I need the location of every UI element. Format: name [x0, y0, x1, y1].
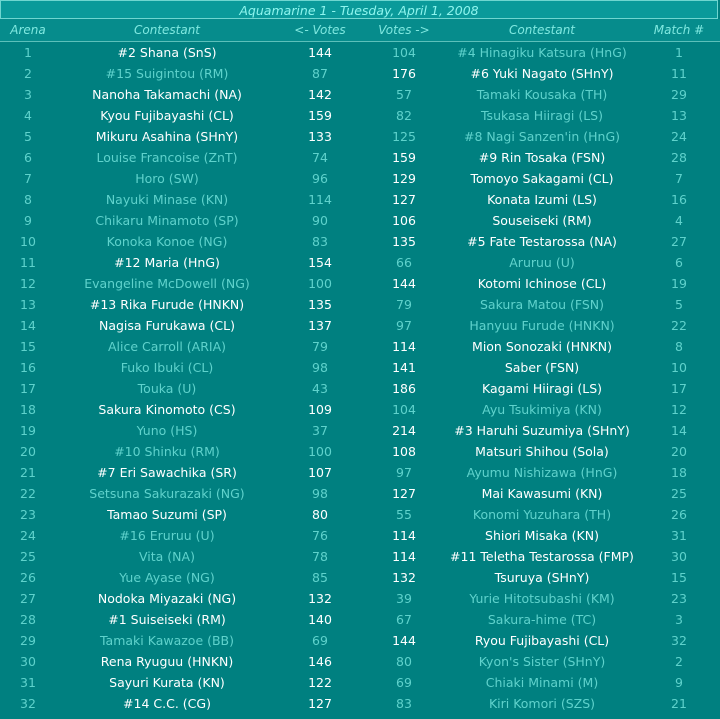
table-row: [0, 651, 720, 672]
table-row: [0, 189, 720, 210]
contestant-left-cell: Yue Ayase (NG): [119, 570, 215, 585]
arena-cell: 12: [20, 276, 36, 291]
arena-cell: 14: [20, 318, 36, 333]
page-title: Aquamarine 1 - Tuesday, April 1, 2008: [0, 0, 718, 19]
contestant-left-cell: Louise Francoise (ZnT): [96, 150, 238, 165]
arena-cell: 18: [20, 402, 36, 417]
contestant-left-cell: #7 Eri Sawachika (SR): [97, 465, 237, 480]
votes-left-cell: 76: [312, 528, 328, 543]
arena-cell: 24: [20, 528, 36, 543]
contestant-right-cell: Mai Kawasumi (KN): [481, 486, 603, 501]
votes-left-cell: 107: [308, 465, 332, 480]
contestant-right-cell: Mion Sonozaki (HNKN): [472, 339, 612, 354]
contestant-left-cell: #15 Suigintou (RM): [105, 66, 229, 81]
contestant-right-cell: #6 Yuki Nagato (SHnY): [470, 66, 614, 81]
arena-cell: 4: [24, 108, 32, 123]
arena-cell: 29: [20, 633, 36, 648]
votes-left-cell: 80: [312, 507, 328, 522]
votes-left-cell: 140: [308, 612, 332, 627]
table-row: [0, 294, 720, 315]
table-row: [0, 210, 720, 231]
contestant-right-cell: Matsuri Shihou (Sola): [475, 444, 609, 459]
arena-cell: 15: [20, 339, 36, 354]
votes-left-cell: 144: [308, 45, 332, 60]
arena-cell: 25: [20, 549, 36, 564]
match-cell: 7: [675, 171, 683, 186]
table-row: [0, 126, 720, 147]
contestant-left-cell: Kyou Fujibayashi (CL): [100, 108, 234, 123]
votes-left-cell: 146: [308, 654, 332, 669]
match-cell: 18: [671, 465, 687, 480]
table-row: [0, 336, 720, 357]
votes-left-cell: 90: [312, 213, 328, 228]
table-row: [0, 630, 720, 651]
match-cell: 32: [671, 633, 687, 648]
contestant-left-cell: Sayuri Kurata (KN): [109, 675, 225, 690]
arena-cell: 7: [24, 171, 32, 186]
contestant-right-cell: Konomi Yuzuhara (TH): [472, 507, 612, 522]
table-row: [0, 252, 720, 273]
header-votes-right: Votes ->: [362, 19, 446, 42]
arena-cell: 6: [24, 150, 32, 165]
contestant-right-cell: Hanyuu Furude (HNKN): [469, 318, 615, 333]
votes-left-cell: 85: [312, 570, 328, 585]
header-row: [0, 19, 720, 42]
table-row: [0, 588, 720, 609]
table-row: [0, 420, 720, 441]
header-match: Match #: [638, 19, 720, 42]
match-cell: 2: [675, 654, 683, 669]
match-cell: 5: [675, 297, 683, 312]
votes-right-cell: 97: [396, 318, 412, 333]
table-row: [0, 273, 720, 294]
contestant-left-cell: Touka (U): [137, 381, 197, 396]
contestant-left-cell: Setsuna Sakurazaki (NG): [89, 486, 245, 501]
contestant-right-cell: Sakura-hime (TC): [487, 612, 597, 627]
votes-right-cell: 144: [392, 633, 416, 648]
header-contestant-left: Contestant: [56, 19, 278, 42]
contestant-right-cell: Tomoyo Sakagami (CL): [470, 171, 614, 186]
arena-cell: 3: [24, 87, 32, 102]
match-cell: 17: [671, 381, 687, 396]
table-row: [0, 546, 720, 567]
match-cell: 9: [675, 675, 683, 690]
contestant-left-cell: Fuko Ibuki (CL): [120, 360, 214, 375]
votes-left-cell: 114: [308, 192, 332, 207]
arena-cell: 9: [24, 213, 32, 228]
match-cell: 21: [671, 696, 687, 711]
table-row: [0, 168, 720, 189]
votes-right-cell: 55: [396, 507, 412, 522]
match-cell: 25: [671, 486, 687, 501]
contestant-left-cell: Chikaru Minamoto (SP): [95, 213, 239, 228]
table-row: [0, 609, 720, 630]
match-cell: 22: [671, 318, 687, 333]
votes-right-cell: 82: [396, 108, 412, 123]
arena-cell: 26: [20, 570, 36, 585]
contestant-left-cell: #13 Rika Furude (HNKN): [89, 297, 245, 312]
arena-cell: 27: [20, 591, 36, 606]
votes-right-cell: 69: [396, 675, 412, 690]
match-cell: 6: [675, 255, 683, 270]
votes-left-cell: 79: [312, 339, 328, 354]
contestant-right-cell: Kotomi Ichinose (CL): [477, 276, 607, 291]
contestant-right-cell: #4 Hinagiku Katsura (HnG): [457, 45, 627, 60]
votes-right-cell: 214: [392, 423, 416, 438]
votes-right-cell: 144: [392, 276, 416, 291]
votes-right-cell: 57: [396, 87, 412, 102]
table-row: [0, 462, 720, 483]
table-row: [0, 693, 720, 714]
table-row: [0, 315, 720, 336]
votes-left-cell: 100: [308, 444, 332, 459]
votes-right-cell: 39: [396, 591, 412, 606]
contestant-right-cell: Kiri Komori (SZS): [488, 696, 596, 711]
contestant-left-cell: #12 Maria (HnG): [114, 255, 220, 270]
votes-right-cell: 129: [392, 171, 416, 186]
contestant-left-cell: Rena Ryuguu (HNKN): [100, 654, 234, 669]
match-cell: 13: [671, 108, 687, 123]
votes-left-cell: 122: [308, 675, 332, 690]
arena-cell: 16: [20, 360, 36, 375]
votes-right-cell: 141: [392, 360, 416, 375]
contestant-right-cell: Aruruu (U): [509, 255, 575, 270]
contestant-right-cell: Chiaki Minami (M): [485, 675, 599, 690]
votes-left-cell: 69: [312, 633, 328, 648]
votes-right-cell: 135: [392, 234, 416, 249]
match-cell: 27: [671, 234, 687, 249]
contestant-right-cell: Saber (FSN): [504, 360, 580, 375]
contestant-right-cell: Ayu Tsukimiya (KN): [482, 402, 602, 417]
contestant-right-cell: Konata Izumi (LS): [487, 192, 597, 207]
contestant-right-cell: Souseiseki (RM): [492, 213, 592, 228]
contestant-right-cell: Kyon's Sister (SHnY): [478, 654, 606, 669]
table-row: [0, 567, 720, 588]
votes-right-cell: 67: [396, 612, 412, 627]
contestant-left-cell: Nodoka Miyazaki (NG): [97, 591, 237, 606]
table-row: [0, 525, 720, 546]
votes-right-cell: 66: [396, 255, 412, 270]
arena-cell: 13: [20, 297, 36, 312]
table-row: [0, 42, 720, 64]
contestant-left-cell: Mikuru Asahina (SHnY): [95, 129, 239, 144]
arena-cell: 23: [20, 507, 36, 522]
contestant-left-cell: #14 C.C. (CG): [123, 696, 211, 711]
votes-left-cell: 135: [308, 297, 332, 312]
header-contestant-right: Contestant: [446, 19, 638, 42]
match-cell: 12: [671, 402, 687, 417]
votes-left-cell: 109: [308, 402, 332, 417]
match-cell: 16: [671, 192, 687, 207]
arena-cell: 10: [20, 234, 36, 249]
arena-cell: 31: [20, 675, 36, 690]
votes-left-cell: 133: [308, 129, 332, 144]
votes-left-cell: 98: [312, 360, 328, 375]
match-cell: 1: [675, 45, 683, 60]
votes-left-cell: 43: [312, 381, 328, 396]
votes-right-cell: 176: [392, 66, 416, 81]
contestant-left-cell: Evangeline McDowell (NG): [84, 276, 250, 291]
table-row: [0, 84, 720, 105]
table-row: [0, 504, 720, 525]
contestant-right-cell: Yurie Hitotsubashi (KM): [469, 591, 615, 606]
votes-right-cell: 104: [392, 402, 416, 417]
contestant-left-cell: #2 Shana (SnS): [117, 45, 217, 60]
match-cell: 4: [675, 213, 683, 228]
contestant-left-cell: Nanoha Takamachi (NA): [92, 87, 242, 102]
results-table: [0, 19, 720, 714]
contestant-left-cell: #16 Eruruu (U): [119, 528, 215, 543]
contestant-left-cell: #10 Shinku (RM): [114, 444, 220, 459]
contestant-left-cell: Horo (SW): [135, 171, 199, 186]
contestant-left-cell: Yuno (HS): [136, 423, 198, 438]
match-cell: 10: [671, 360, 687, 375]
match-cell: 26: [671, 507, 687, 522]
contestant-left-cell: #1 Suiseiseki (RM): [108, 612, 226, 627]
contestant-left-cell: Tamao Suzumi (SP): [107, 507, 227, 522]
contestant-left-cell: Nayuki Minase (KN): [105, 192, 229, 207]
table-row: [0, 399, 720, 420]
match-cell: 31: [671, 528, 687, 543]
votes-left-cell: 37: [312, 423, 328, 438]
contestant-left-cell: Konoka Konoe (NG): [106, 234, 228, 249]
arena-cell: 5: [24, 129, 32, 144]
contestant-right-cell: #3 Haruhi Suzumiya (SHnY): [454, 423, 630, 438]
votes-right-cell: 127: [392, 486, 416, 501]
contestant-right-cell: Kagami Hiiragi (LS): [481, 381, 603, 396]
contestant-left-cell: Vita (NA): [139, 549, 195, 564]
table-row: [0, 441, 720, 462]
table-row: [0, 105, 720, 126]
contestant-right-cell: Tsuruya (SHnY): [494, 570, 590, 585]
match-cell: 8: [675, 339, 683, 354]
votes-right-cell: 114: [392, 549, 416, 564]
votes-left-cell: 78: [312, 549, 328, 564]
votes-left-cell: 83: [312, 234, 328, 249]
match-cell: 29: [671, 87, 687, 102]
header-arena: Arena: [0, 19, 56, 42]
match-cell: 11: [671, 66, 687, 81]
votes-left-cell: 142: [308, 87, 332, 102]
votes-right-cell: 83: [396, 696, 412, 711]
arena-cell: 19: [20, 423, 36, 438]
arena-cell: 22: [20, 486, 36, 501]
arena-cell: 17: [20, 381, 36, 396]
contestant-right-cell: Tamaki Kousaka (TH): [476, 87, 608, 102]
contestant-right-cell: Ayumu Nishizawa (HnG): [466, 465, 618, 480]
votes-left-cell: 137: [308, 318, 332, 333]
contestant-left-cell: Nagisa Furukawa (CL): [98, 318, 236, 333]
votes-left-cell: 96: [312, 171, 328, 186]
contestant-right-cell: Tsukasa Hiiragi (LS): [480, 108, 603, 123]
arena-cell: 28: [20, 612, 36, 627]
arena-cell: 32: [20, 696, 36, 711]
arena-cell: 8: [24, 192, 32, 207]
table-row: [0, 357, 720, 378]
table-row: [0, 483, 720, 504]
match-cell: 30: [671, 549, 687, 564]
votes-left-cell: 154: [308, 255, 332, 270]
contestant-right-cell: Ryou Fujibayashi (CL): [474, 633, 610, 648]
contestant-right-cell: Sakura Matou (FSN): [479, 297, 605, 312]
votes-right-cell: 114: [392, 528, 416, 543]
contestant-right-cell: #11 Teletha Testarossa (FMP): [450, 549, 634, 564]
votes-right-cell: 125: [392, 129, 416, 144]
votes-right-cell: 132: [392, 570, 416, 585]
contestant-right-cell: #5 Fate Testarossa (NA): [467, 234, 617, 249]
votes-left-cell: 132: [308, 591, 332, 606]
votes-right-cell: 186: [392, 381, 416, 396]
votes-right-cell: 114: [392, 339, 416, 354]
arena-cell: 21: [20, 465, 36, 480]
votes-right-cell: 159: [392, 150, 416, 165]
contestant-right-cell: Shiori Misaka (KN): [485, 528, 599, 543]
arena-cell: 1: [24, 45, 32, 60]
table-row: [0, 147, 720, 168]
votes-right-cell: 104: [392, 45, 416, 60]
table-row: [0, 63, 720, 84]
votes-right-cell: 97: [396, 465, 412, 480]
contestant-left-cell: Sakura Kinomoto (CS): [98, 402, 236, 417]
contestant-left-cell: Alice Carroll (ARIA): [108, 339, 226, 354]
votes-left-cell: 87: [312, 66, 328, 81]
match-cell: 24: [671, 129, 687, 144]
arena-cell: 11: [20, 255, 36, 270]
header-votes-left: <- Votes: [278, 19, 362, 42]
match-cell: 20: [671, 444, 687, 459]
arena-cell: 30: [20, 654, 36, 669]
table-row: [0, 231, 720, 252]
contestant-left-cell: Tamaki Kawazoe (BB): [99, 633, 235, 648]
votes-right-cell: 127: [392, 192, 416, 207]
votes-left-cell: 127: [308, 696, 332, 711]
votes-right-cell: 106: [392, 213, 416, 228]
arena-cell: 20: [20, 444, 36, 459]
match-cell: 3: [675, 612, 683, 627]
votes-left-cell: 159: [308, 108, 332, 123]
votes-right-cell: 79: [396, 297, 412, 312]
votes-right-cell: 108: [392, 444, 416, 459]
votes-left-cell: 100: [308, 276, 332, 291]
contestant-right-cell: #9 Rin Tosaka (FSN): [478, 150, 606, 165]
match-cell: 14: [671, 423, 687, 438]
table-row: [0, 672, 720, 693]
votes-left-cell: 74: [312, 150, 328, 165]
arena-cell: 2: [24, 66, 32, 81]
match-cell: 23: [671, 591, 687, 606]
votes-left-cell: 98: [312, 486, 328, 501]
match-cell: 28: [671, 150, 687, 165]
table-row: [0, 378, 720, 399]
contestant-right-cell: #8 Nagi Sanzen'in (HnG): [463, 129, 621, 144]
votes-right-cell: 80: [396, 654, 412, 669]
match-cell: 19: [671, 276, 687, 291]
match-cell: 15: [671, 570, 687, 585]
